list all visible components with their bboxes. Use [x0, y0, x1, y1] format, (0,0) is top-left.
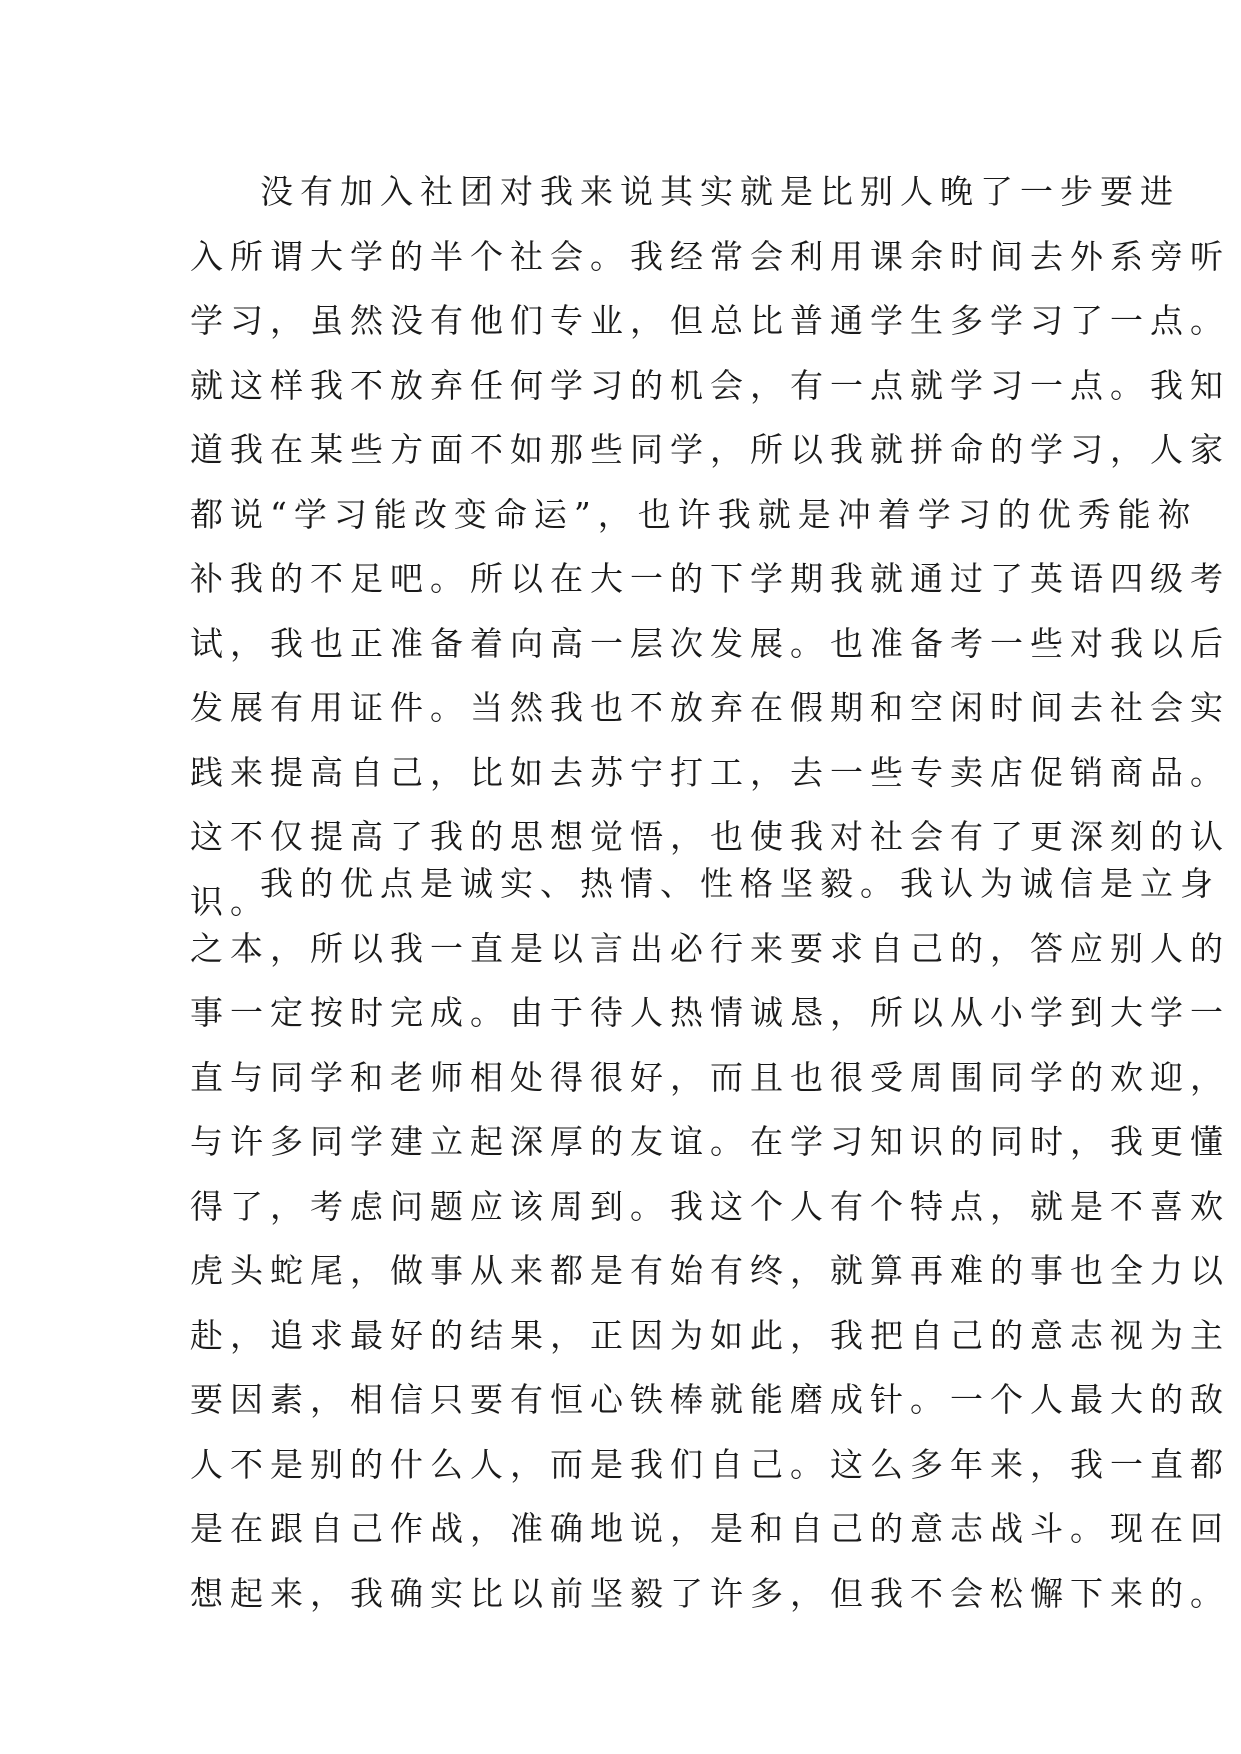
- paragraph-2: [190, 852, 1230, 1626]
- text-line: 事一定按时完成。由于待人热情诚恳，所以从小学到大学一: [190, 993, 1230, 1032]
- text-line: 是在跟自己作战，准确地说，是和自己的意志战斗。现在回: [190, 1509, 1230, 1548]
- text-line: 没有加入社团对我来说其实就是比别人晚了一步要进: [260, 172, 1180, 211]
- text-line: 识。: [190, 881, 270, 921]
- text-line: 与许多同学建立起深厚的友谊。在学习知识的同时，我更懂: [190, 1122, 1230, 1161]
- text-line: 之本，所以我一直是以言出必行来要求自己的，答应别人的: [190, 928, 1230, 968]
- text-line: 就这样我不放弃任何学习的机会，有一点就学习一点。我知: [190, 365, 1230, 405]
- text-line: 道我在某些方面不如那些同学，所以我就拼命的学习，人家: [190, 430, 1230, 469]
- text-line: 虎头蛇尾，做事从来都是有始有终，就算再难的事也全力以: [190, 1251, 1230, 1290]
- text-line: 发展有用证件。当然我也不放弃在假期和空闲时间去社会实: [190, 688, 1230, 727]
- text-line: 人不是别的什么人，而是我们自己。这么多年来，我一直都: [190, 1444, 1230, 1484]
- text-line: 要因素，相信只要有恒心铁棒就能磨成针。一个人最大的敌: [190, 1380, 1230, 1419]
- text-line: 都说“学习能改变命运”，也许我就是冲着学习的优秀能祢: [190, 494, 1198, 534]
- paragraph-1: [190, 160, 1230, 934]
- text-line: 试，我也正准备着向高一层次发展。也准备考一些对我以后: [190, 623, 1230, 663]
- text-line: 我的优点是诚实、热情、性格坚毅。我认为诚信是立身: [260, 864, 1220, 903]
- text-line: 补我的不足吧。所以在大一的下学期我就通过了英语四级考: [190, 559, 1230, 598]
- text-line: 这不仅提高了我的思想觉悟，也使我对社会有了更深刻的认: [190, 817, 1230, 856]
- text-line: 得了，考虑问题应该周到。我这个人有个特点，就是不喜欢: [190, 1186, 1230, 1226]
- text-line: 赴，追求最好的结果，正因为如此，我把自己的意志视为主: [190, 1315, 1230, 1355]
- text-line: 想起来，我确实比以前坚毅了许多，但我不会松懈下来的。: [190, 1573, 1230, 1613]
- text-line: 入所谓大学的半个社会。我经常会利用课余时间去外系旁听: [190, 236, 1230, 276]
- text-line: 直与同学和老师相处得很好，而且也很受周围同学的欢迎，: [190, 1057, 1230, 1097]
- text-line: 学习，虽然没有他们专业，但总比普通学生多学习了一点。: [190, 301, 1230, 340]
- text-line: 践来提高自己，比如去苏宁打工，去一些专卖店促销商品。: [190, 752, 1230, 792]
